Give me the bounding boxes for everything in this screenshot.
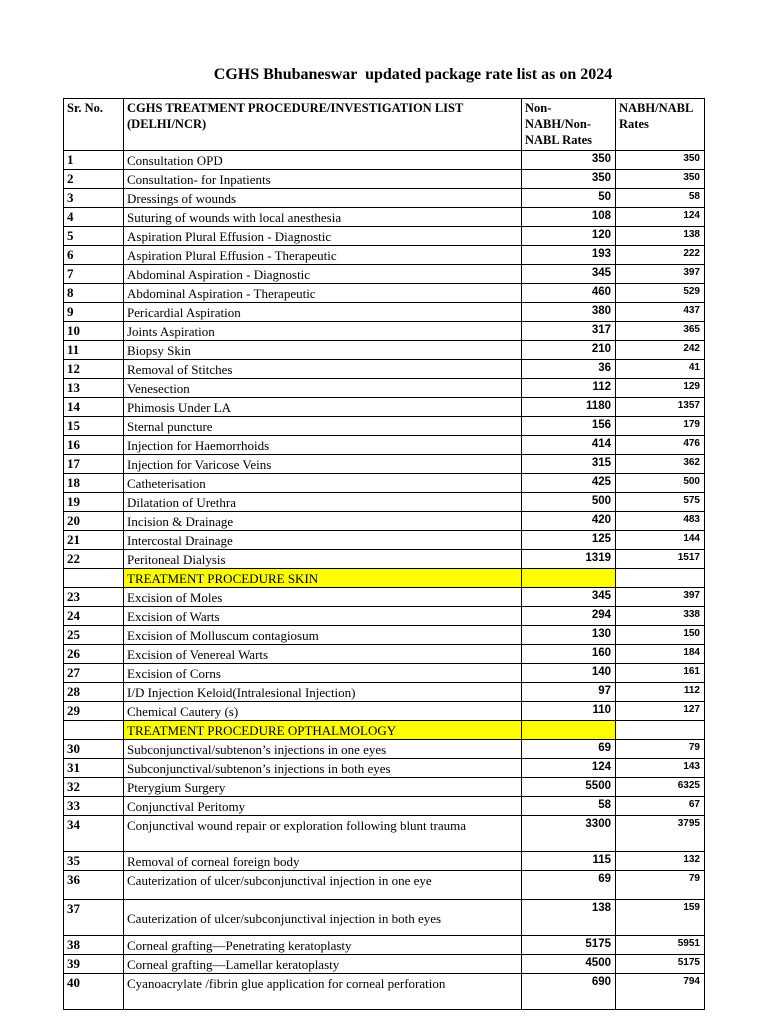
non-nabh-rate-cell: 500 bbox=[522, 493, 616, 512]
sr-no-cell: 13 bbox=[64, 379, 124, 398]
table-row bbox=[64, 417, 705, 436]
non-nabh-rate-cell: 294 bbox=[522, 607, 616, 626]
sr-no-cell: 20 bbox=[64, 512, 124, 531]
page-title: CGHS Bhubaneswar updated package rate list as on 2024 bbox=[213, 66, 613, 83]
non-nabh-rate-cell: 5500 bbox=[522, 778, 616, 797]
procedure-cell: Excision of Venereal Warts bbox=[124, 645, 522, 664]
table-row bbox=[64, 871, 705, 900]
procedure-cell: Corneal grafting—Penetrating keratoplasty bbox=[124, 936, 522, 955]
table-row bbox=[64, 955, 705, 974]
sr-no-cell: 1 bbox=[64, 151, 124, 170]
non-nabh-rate-cell: 69 bbox=[522, 871, 616, 900]
procedure-cell: Excision of Molluscum contagiosum bbox=[124, 626, 522, 645]
sr-no-cell: 12 bbox=[64, 360, 124, 379]
non-nabh-rate-cell: 425 bbox=[522, 474, 616, 493]
table-row bbox=[64, 852, 705, 871]
section-header-row bbox=[64, 569, 705, 588]
table-row bbox=[64, 531, 705, 550]
table-row bbox=[64, 702, 705, 721]
procedure-cell: Intercostal Drainage bbox=[124, 531, 522, 550]
table-row bbox=[64, 303, 705, 322]
table-row bbox=[64, 227, 705, 246]
procedure-cell: Peritoneal Dialysis bbox=[124, 550, 522, 569]
header-sr-no: Sr. No. bbox=[64, 99, 124, 151]
sr-no-cell: 35 bbox=[64, 852, 124, 871]
procedure-cell: Cauterization of ulcer/subconjunctival injection in one eye bbox=[124, 871, 522, 900]
procedure-cell: Corneal grafting—Lamellar keratoplasty bbox=[124, 955, 522, 974]
non-nabh-rate-cell: 120 bbox=[522, 227, 616, 246]
non-nabh-rate-cell: 315 bbox=[522, 455, 616, 474]
table-header-row bbox=[64, 99, 705, 151]
table-row bbox=[64, 322, 705, 341]
sr-no-cell: 34 bbox=[64, 816, 124, 852]
section-rate-cell bbox=[522, 569, 616, 588]
non-nabh-rate-cell: 50 bbox=[522, 189, 616, 208]
procedure-cell: Cyanoacrylate /fibrin glue application for corneal perforation bbox=[124, 974, 522, 1010]
non-nabh-rate-cell: 350 bbox=[522, 170, 616, 189]
table-row bbox=[64, 512, 705, 531]
procedure-cell: Dressings of wounds bbox=[124, 189, 522, 208]
sr-no-cell: 2 bbox=[64, 170, 124, 189]
nabh-rate-cell: 338 bbox=[616, 607, 705, 626]
non-nabh-rate-cell: 380 bbox=[522, 303, 616, 322]
nabh-rate-cell: 184 bbox=[616, 645, 705, 664]
procedure-cell: Abdominal Aspiration - Diagnostic bbox=[124, 265, 522, 284]
nabh-rate-cell: 150 bbox=[616, 626, 705, 645]
table-row bbox=[64, 683, 705, 702]
non-nabh-rate-cell: 420 bbox=[522, 512, 616, 531]
procedure-cell: Excision of Moles bbox=[124, 588, 522, 607]
table-row bbox=[64, 151, 705, 170]
section-rate-cell bbox=[616, 569, 705, 588]
procedure-cell: Biopsy Skin bbox=[124, 341, 522, 360]
sr-no-cell: 6 bbox=[64, 246, 124, 265]
nabh-rate-cell: 127 bbox=[616, 702, 705, 721]
sr-no-cell: 30 bbox=[64, 740, 124, 759]
section-sr-cell bbox=[64, 569, 124, 588]
procedure-cell: Joints Aspiration bbox=[124, 322, 522, 341]
sr-no-cell: 39 bbox=[64, 955, 124, 974]
non-nabh-rate-cell: 210 bbox=[522, 341, 616, 360]
table-row bbox=[64, 341, 705, 360]
non-nabh-rate-cell: 108 bbox=[522, 208, 616, 227]
non-nabh-rate-cell: 156 bbox=[522, 417, 616, 436]
non-nabh-rate-cell: 5175 bbox=[522, 936, 616, 955]
nabh-rate-cell: 79 bbox=[616, 871, 705, 900]
nabh-rate-cell: 5951 bbox=[616, 936, 705, 955]
sr-no-cell: 32 bbox=[64, 778, 124, 797]
non-nabh-rate-cell: 193 bbox=[522, 246, 616, 265]
table-row bbox=[64, 816, 705, 852]
nabh-rate-cell: 1357 bbox=[616, 398, 705, 417]
sr-no-cell: 3 bbox=[64, 189, 124, 208]
nabh-rate-cell: 500 bbox=[616, 474, 705, 493]
table-row bbox=[64, 607, 705, 626]
non-nabh-rate-cell: 460 bbox=[522, 284, 616, 303]
sr-no-cell: 24 bbox=[64, 607, 124, 626]
table-row bbox=[64, 740, 705, 759]
nabh-rate-cell: 365 bbox=[616, 322, 705, 341]
nabh-rate-cell: 222 bbox=[616, 246, 705, 265]
non-nabh-rate-cell: 350 bbox=[522, 151, 616, 170]
nabh-rate-cell: 79 bbox=[616, 740, 705, 759]
non-nabh-rate-cell: 58 bbox=[522, 797, 616, 816]
non-nabh-rate-cell: 317 bbox=[522, 322, 616, 341]
nabh-rate-cell: 143 bbox=[616, 759, 705, 778]
procedure-cell: Phimosis Under LA bbox=[124, 398, 522, 417]
table-row bbox=[64, 664, 705, 683]
sr-no-cell: 27 bbox=[64, 664, 124, 683]
non-nabh-rate-cell: 1180 bbox=[522, 398, 616, 417]
procedure-cell: Injection for Haemorrhoids bbox=[124, 436, 522, 455]
nabh-rate-cell: 242 bbox=[616, 341, 705, 360]
sr-no-cell: 28 bbox=[64, 683, 124, 702]
nabh-rate-cell: 159 bbox=[616, 900, 705, 936]
sr-no-cell: 4 bbox=[64, 208, 124, 227]
non-nabh-rate-cell: 115 bbox=[522, 852, 616, 871]
sr-no-cell: 38 bbox=[64, 936, 124, 955]
non-nabh-rate-cell: 160 bbox=[522, 645, 616, 664]
procedure-cell: Removal of Stitches bbox=[124, 360, 522, 379]
section-title: TREATMENT PROCEDURE SKIN bbox=[124, 569, 522, 588]
sr-no-cell: 8 bbox=[64, 284, 124, 303]
procedure-cell: Chemical Cautery (s) bbox=[124, 702, 522, 721]
sr-no-cell: 25 bbox=[64, 626, 124, 645]
non-nabh-rate-cell: 138 bbox=[522, 900, 616, 936]
header-procedure: CGHS TREATMENT PROCEDURE/INVESTIGATION LIST (DELHI/NCR) bbox=[124, 99, 522, 151]
nabh-rate-cell: 397 bbox=[616, 588, 705, 607]
procedure-cell: Conjunctival wound repair or exploration following blunt trauma bbox=[124, 816, 522, 852]
nabh-rate-cell: 1517 bbox=[616, 550, 705, 569]
non-nabh-rate-cell: 3300 bbox=[522, 816, 616, 852]
nabh-rate-cell: 179 bbox=[616, 417, 705, 436]
table-row bbox=[64, 759, 705, 778]
non-nabh-rate-cell: 124 bbox=[522, 759, 616, 778]
procedure-cell: Consultation OPD bbox=[124, 151, 522, 170]
table-row bbox=[64, 189, 705, 208]
procedure-cell: Incision & Drainage bbox=[124, 512, 522, 531]
sr-no-cell: 5 bbox=[64, 227, 124, 246]
procedure-cell: Removal of corneal foreign body bbox=[124, 852, 522, 871]
procedure-cell: Conjunctival Peritomy bbox=[124, 797, 522, 816]
table-row bbox=[64, 474, 705, 493]
sr-no-cell: 37 bbox=[64, 900, 124, 936]
procedure-cell: Subconjunctival/subtenon’s injections in both eyes bbox=[124, 759, 522, 778]
table-row bbox=[64, 360, 705, 379]
table-row bbox=[64, 778, 705, 797]
nabh-rate-cell: 362 bbox=[616, 455, 705, 474]
non-nabh-rate-cell: 69 bbox=[522, 740, 616, 759]
nabh-rate-cell: 6325 bbox=[616, 778, 705, 797]
sr-no-cell: 19 bbox=[64, 493, 124, 512]
procedure-cell: Injection for Varicose Veins bbox=[124, 455, 522, 474]
section-rate-cell bbox=[522, 721, 616, 740]
sr-no-cell: 7 bbox=[64, 265, 124, 284]
nabh-rate-cell: 397 bbox=[616, 265, 705, 284]
nabh-rate-cell: 437 bbox=[616, 303, 705, 322]
nabh-rate-cell: 161 bbox=[616, 664, 705, 683]
non-nabh-rate-cell: 690 bbox=[522, 974, 616, 1010]
table-row bbox=[64, 455, 705, 474]
sr-no-cell: 23 bbox=[64, 588, 124, 607]
table-row bbox=[64, 398, 705, 417]
procedure-cell: Sternal puncture bbox=[124, 417, 522, 436]
table-row bbox=[64, 645, 705, 664]
non-nabh-rate-cell: 130 bbox=[522, 626, 616, 645]
nabh-rate-cell: 5175 bbox=[616, 955, 705, 974]
procedure-cell: Abdominal Aspiration - Therapeutic bbox=[124, 284, 522, 303]
rate-table bbox=[63, 98, 705, 1010]
sr-no-cell: 15 bbox=[64, 417, 124, 436]
sr-no-cell: 29 bbox=[64, 702, 124, 721]
nabh-rate-cell: 41 bbox=[616, 360, 705, 379]
sr-no-cell: 22 bbox=[64, 550, 124, 569]
procedure-cell: Cauterization of ulcer/subconjunctival injection in both eyes bbox=[124, 900, 522, 936]
non-nabh-rate-cell: 97 bbox=[522, 683, 616, 702]
sr-no-cell: 16 bbox=[64, 436, 124, 455]
nabh-rate-cell: 58 bbox=[616, 189, 705, 208]
non-nabh-rate-cell: 36 bbox=[522, 360, 616, 379]
nabh-rate-cell: 67 bbox=[616, 797, 705, 816]
nabh-rate-cell: 132 bbox=[616, 852, 705, 871]
nabh-rate-cell: 112 bbox=[616, 683, 705, 702]
header-nabh-rates: NABH/NABL Rates bbox=[616, 99, 705, 151]
sr-no-cell: 33 bbox=[64, 797, 124, 816]
non-nabh-rate-cell: 140 bbox=[522, 664, 616, 683]
nabh-rate-cell: 476 bbox=[616, 436, 705, 455]
nabh-rate-cell: 350 bbox=[616, 170, 705, 189]
nabh-rate-cell: 129 bbox=[616, 379, 705, 398]
sr-no-cell: 31 bbox=[64, 759, 124, 778]
section-rate-cell bbox=[616, 721, 705, 740]
nabh-rate-cell: 794 bbox=[616, 974, 705, 1010]
procedure-cell: Aspiration Plural Effusion - Diagnostic bbox=[124, 227, 522, 246]
non-nabh-rate-cell: 1319 bbox=[522, 550, 616, 569]
nabh-rate-cell: 350 bbox=[616, 151, 705, 170]
table-row bbox=[64, 797, 705, 816]
non-nabh-rate-cell: 414 bbox=[522, 436, 616, 455]
sr-no-cell: 17 bbox=[64, 455, 124, 474]
section-sr-cell bbox=[64, 721, 124, 740]
table-row bbox=[64, 246, 705, 265]
section-title: TREATMENT PROCEDURE OPTHALMOLOGY bbox=[124, 721, 522, 740]
nabh-rate-cell: 529 bbox=[616, 284, 705, 303]
table-row bbox=[64, 974, 705, 1010]
table-row bbox=[64, 550, 705, 569]
sr-no-cell: 40 bbox=[64, 974, 124, 1010]
procedure-cell: Dilatation of Urethra bbox=[124, 493, 522, 512]
nabh-rate-cell: 144 bbox=[616, 531, 705, 550]
procedure-cell: Aspiration Plural Effusion - Therapeutic bbox=[124, 246, 522, 265]
sr-no-cell: 11 bbox=[64, 341, 124, 360]
table-row bbox=[64, 936, 705, 955]
procedure-cell: Excision of Warts bbox=[124, 607, 522, 626]
table-row bbox=[64, 265, 705, 284]
table-row bbox=[64, 208, 705, 227]
nabh-rate-cell: 575 bbox=[616, 493, 705, 512]
procedure-cell: Venesection bbox=[124, 379, 522, 398]
procedure-cell: Suturing of wounds with local anesthesia bbox=[124, 208, 522, 227]
nabh-rate-cell: 3795 bbox=[616, 816, 705, 852]
nabh-rate-cell: 124 bbox=[616, 208, 705, 227]
table-body bbox=[64, 151, 705, 1010]
non-nabh-rate-cell: 125 bbox=[522, 531, 616, 550]
sr-no-cell: 18 bbox=[64, 474, 124, 493]
procedure-cell: Excision of Corns bbox=[124, 664, 522, 683]
sr-no-cell: 36 bbox=[64, 871, 124, 900]
header-non-nabh-rates: Non-NABH/Non-NABL Rates bbox=[522, 99, 616, 151]
table-row bbox=[64, 588, 705, 607]
table-row bbox=[64, 626, 705, 645]
table-row bbox=[64, 900, 705, 936]
table-row bbox=[64, 379, 705, 398]
non-nabh-rate-cell: 4500 bbox=[522, 955, 616, 974]
nabh-rate-cell: 138 bbox=[616, 227, 705, 246]
non-nabh-rate-cell: 345 bbox=[522, 265, 616, 284]
sr-no-cell: 9 bbox=[64, 303, 124, 322]
non-nabh-rate-cell: 110 bbox=[522, 702, 616, 721]
procedure-cell: Catheterisation bbox=[124, 474, 522, 493]
table-row bbox=[64, 170, 705, 189]
sr-no-cell: 21 bbox=[64, 531, 124, 550]
non-nabh-rate-cell: 345 bbox=[522, 588, 616, 607]
sr-no-cell: 14 bbox=[64, 398, 124, 417]
procedure-cell: Pericardial Aspiration bbox=[124, 303, 522, 322]
nabh-rate-cell: 483 bbox=[616, 512, 705, 531]
procedure-cell: Consultation- for Inpatients bbox=[124, 170, 522, 189]
table-row bbox=[64, 436, 705, 455]
procedure-cell: Pterygium Surgery bbox=[124, 778, 522, 797]
table-row bbox=[64, 493, 705, 512]
procedure-cell: I/D Injection Keloid(Intralesional Injection) bbox=[124, 683, 522, 702]
table-row bbox=[64, 284, 705, 303]
sr-no-cell: 10 bbox=[64, 322, 124, 341]
non-nabh-rate-cell: 112 bbox=[522, 379, 616, 398]
section-header-row bbox=[64, 721, 705, 740]
procedure-cell: Subconjunctival/subtenon’s injections in one eyes bbox=[124, 740, 522, 759]
sr-no-cell: 26 bbox=[64, 645, 124, 664]
